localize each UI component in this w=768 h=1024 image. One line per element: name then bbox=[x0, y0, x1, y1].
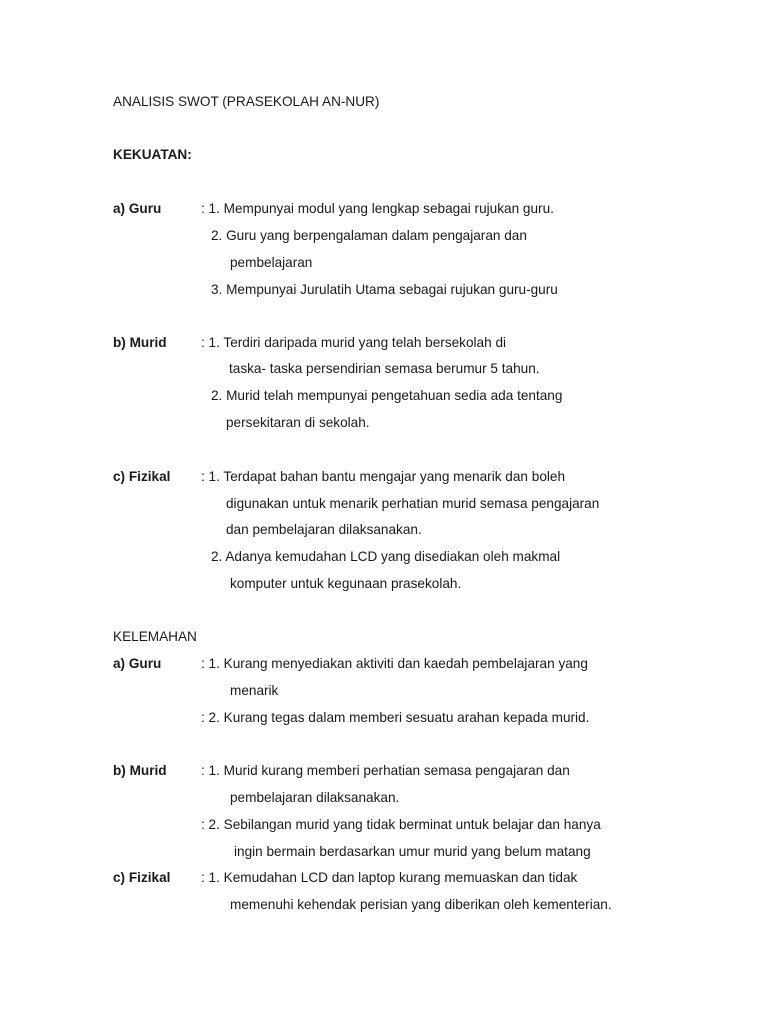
kekuatan-guru-line: : 1. Mempunyai modul yang lengkap sebagai rujukan guru. bbox=[201, 201, 554, 216]
kekuatan-fizikal-line: digunakan untuk menarik perhatian murid semasa pengajaran bbox=[226, 496, 600, 511]
kekuatan-guru-line: 2. Guru yang berpengalaman dalam pengajaran dan bbox=[211, 228, 527, 243]
kelemahan-fizikal-line: : 1. Kemudahan LCD dan laptop kurang memuaskan dan tidak bbox=[201, 870, 578, 885]
kelemahan-murid-line: ingin bermain berdasarkan umur murid yang belum matang bbox=[234, 844, 591, 859]
kelemahan-murid-line: : 2. Sebilangan murid yang tidak berminat untuk belajar dan hanya bbox=[201, 817, 601, 832]
kelemahan-guru-line: : 1. Kurang menyediakan aktiviti dan kaedah pembelajaran yang bbox=[201, 656, 588, 671]
kekuatan-guru-line: 3. Mempunyai Jurulatih Utama sebagai rujukan guru-guru bbox=[211, 282, 558, 297]
kelemahan-heading: KELEMAHAN bbox=[113, 629, 197, 644]
kekuatan-murid-line: 2. Murid telah mempunyai pengetahuan sedia ada tentang bbox=[211, 388, 563, 403]
kekuatan-murid-line: persekitaran di sekolah. bbox=[226, 415, 370, 430]
kekuatan-guru-line: pembelajaran bbox=[230, 255, 313, 270]
kekuatan-murid-line: : 1. Terdiri daripada murid yang telah bersekolah di bbox=[201, 335, 507, 350]
kekuatan-fizikal-line: 2. Adanya kemudahan LCD yang disediakan oleh makmal bbox=[211, 549, 561, 564]
kekuatan-heading: KEKUATAN: bbox=[113, 147, 192, 162]
kekuatan-fizikal-line: komputer untuk kegunaan prasekolah. bbox=[230, 576, 462, 591]
kekuatan-fizikal-label: c) Fizikal bbox=[113, 469, 171, 484]
kelemahan-guru-line: menarik bbox=[230, 683, 279, 698]
document-title: ANALISIS SWOT (PRASEKOLAH AN-NUR) bbox=[113, 94, 380, 109]
kelemahan-fizikal-label: c) Fizikal bbox=[113, 870, 171, 885]
kekuatan-guru-label: a) Guru bbox=[113, 201, 162, 216]
kekuatan-fizikal-line: : 1. Terdapat bahan bantu mengajar yang menarik dan boleh bbox=[201, 469, 566, 484]
kelemahan-murid-line: : 1. Murid kurang memberi perhatian semasa pengajaran dan bbox=[201, 763, 570, 778]
kelemahan-fizikal-line: memenuhi kehendak perisian yang diberikan oleh kementerian. bbox=[230, 897, 612, 912]
kelemahan-guru-line: : 2. Kurang tegas dalam memberi sesuatu arahan kepada murid. bbox=[201, 710, 590, 725]
kekuatan-murid-line: taska- taska persendirian semasa berumur 5 tahun. bbox=[229, 361, 540, 376]
kelemahan-murid-label: b) Murid bbox=[113, 763, 167, 778]
kelemahan-guru-label: a) Guru bbox=[113, 656, 162, 671]
kekuatan-fizikal-line: dan pembelajaran dilaksanakan. bbox=[226, 522, 422, 537]
kekuatan-murid-label: b) Murid bbox=[113, 335, 167, 350]
kelemahan-murid-line: pembelajaran dilaksanakan. bbox=[230, 790, 400, 805]
